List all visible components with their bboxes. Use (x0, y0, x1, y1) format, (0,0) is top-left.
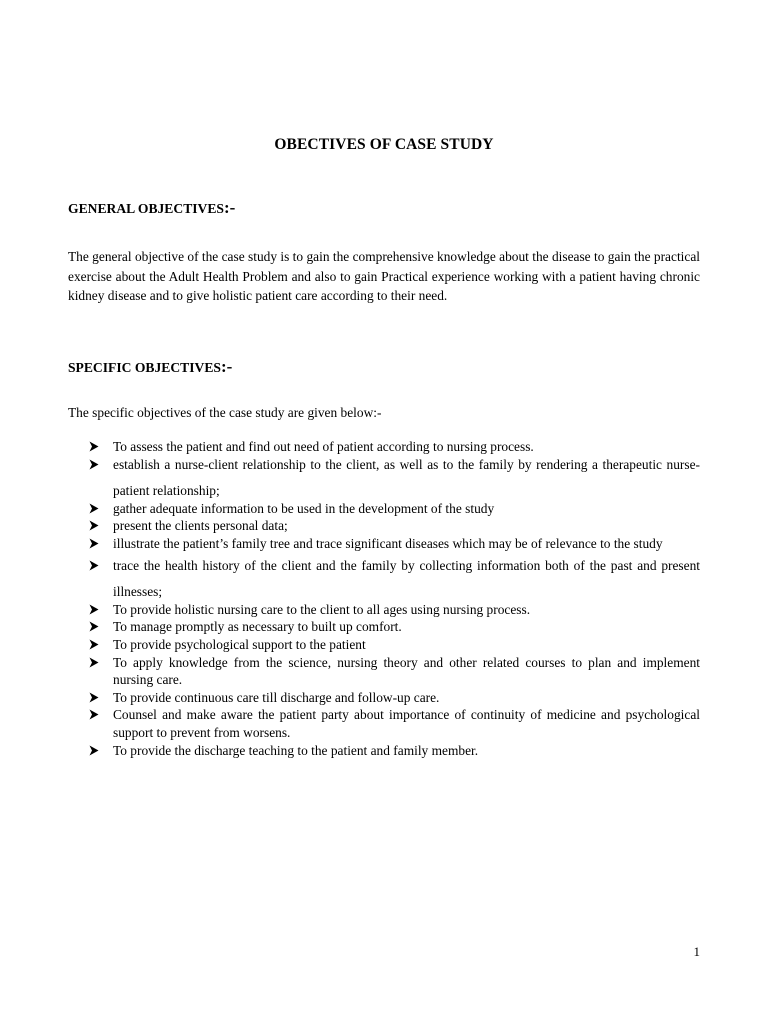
objective-list-item (88, 689, 700, 707)
objective-text: To provide the discharge teaching to the patient and family member. (113, 742, 479, 758)
objective-list-item (88, 706, 700, 741)
objective-list-item (88, 553, 700, 605)
objective-text: To apply knowledge from the science, nursing theory and other related courses to plan and implement nursing care. (113, 654, 700, 688)
objective-text: To provide holistic nursing care to the client to all ages using nursing process. (113, 601, 531, 617)
objective-text: illustrate the patient’s family tree and trace significant diseases which may be of relevance to the study (113, 535, 663, 551)
objective-text: To provide continuous care till discharge and follow-up care. (113, 689, 440, 705)
document-title: OBECTIVES OF CASE STUDY (274, 136, 494, 153)
arrowhead-bullet-icon (88, 535, 102, 552)
objective-text: establish a nurse-client relationship to the client, as well as to the family by rendering a therapeutic nurse-patient relationship; (113, 456, 700, 498)
specific-objectives-heading (68, 357, 232, 377)
arrowhead-bullet-icon (88, 456, 102, 473)
general-objectives-heading-suffix: :- (224, 198, 236, 217)
specific-objectives-heading-suffix: :- (220, 357, 233, 376)
general-objectives-heading-text: GENERAL OBJECTIVES (68, 201, 224, 216)
objective-text: trace the health history of the client and the family by collecting information both of the past and present illnesses; (113, 557, 700, 599)
objective-list-item (88, 500, 700, 518)
objective-text: Counsel and make aware the patient party about importance of continuity of medicine and psychological support to prevent from worsens. (113, 707, 700, 740)
arrowhead-bullet-icon (88, 636, 102, 653)
objective-text: To assess the patient and find out need of patient according to nursing process. (113, 439, 534, 454)
page-number: 1 (693, 944, 700, 959)
objective-list-item (88, 742, 700, 760)
arrowhead-bullet-icon (88, 742, 102, 759)
objective-text: To manage promptly as necessary to built up comfort. (113, 619, 402, 635)
arrowhead-bullet-icon (88, 689, 102, 706)
objective-list-item (88, 654, 700, 689)
objective-list-item (88, 636, 700, 654)
arrowhead-bullet-icon (88, 557, 102, 574)
objective-list-item (88, 618, 700, 636)
specific-objectives-list (88, 438, 700, 759)
objective-list-item (88, 452, 700, 504)
objective-text: To provide psychological support to the patient (113, 636, 366, 652)
specific-objectives-intro: The specific objectives of the case study are given below:- (68, 405, 382, 420)
arrowhead-bullet-icon (88, 601, 102, 618)
objective-list-item (88, 601, 700, 619)
arrowhead-bullet-icon (88, 706, 102, 723)
arrowhead-bullet-icon (88, 618, 102, 635)
general-objectives-heading (68, 198, 235, 218)
arrowhead-bullet-icon (88, 500, 102, 517)
objective-text: gather adequate information to be used in the development of the study (113, 500, 495, 516)
general-objectives-text: The general objective of the case study is to gain the comprehensive knowledge about the disease to gain the practical exercise about the Adult Health Problem and also to gain Practical experience working with a patient having chronic kidney disease and to give holistic patient care according to their need. (68, 249, 700, 303)
specific-objectives-heading-text: SPECIFIC OBJECTIVES (68, 360, 221, 375)
arrowhead-bullet-icon (88, 654, 102, 671)
objective-text: present the clients personal data; (113, 518, 288, 534)
